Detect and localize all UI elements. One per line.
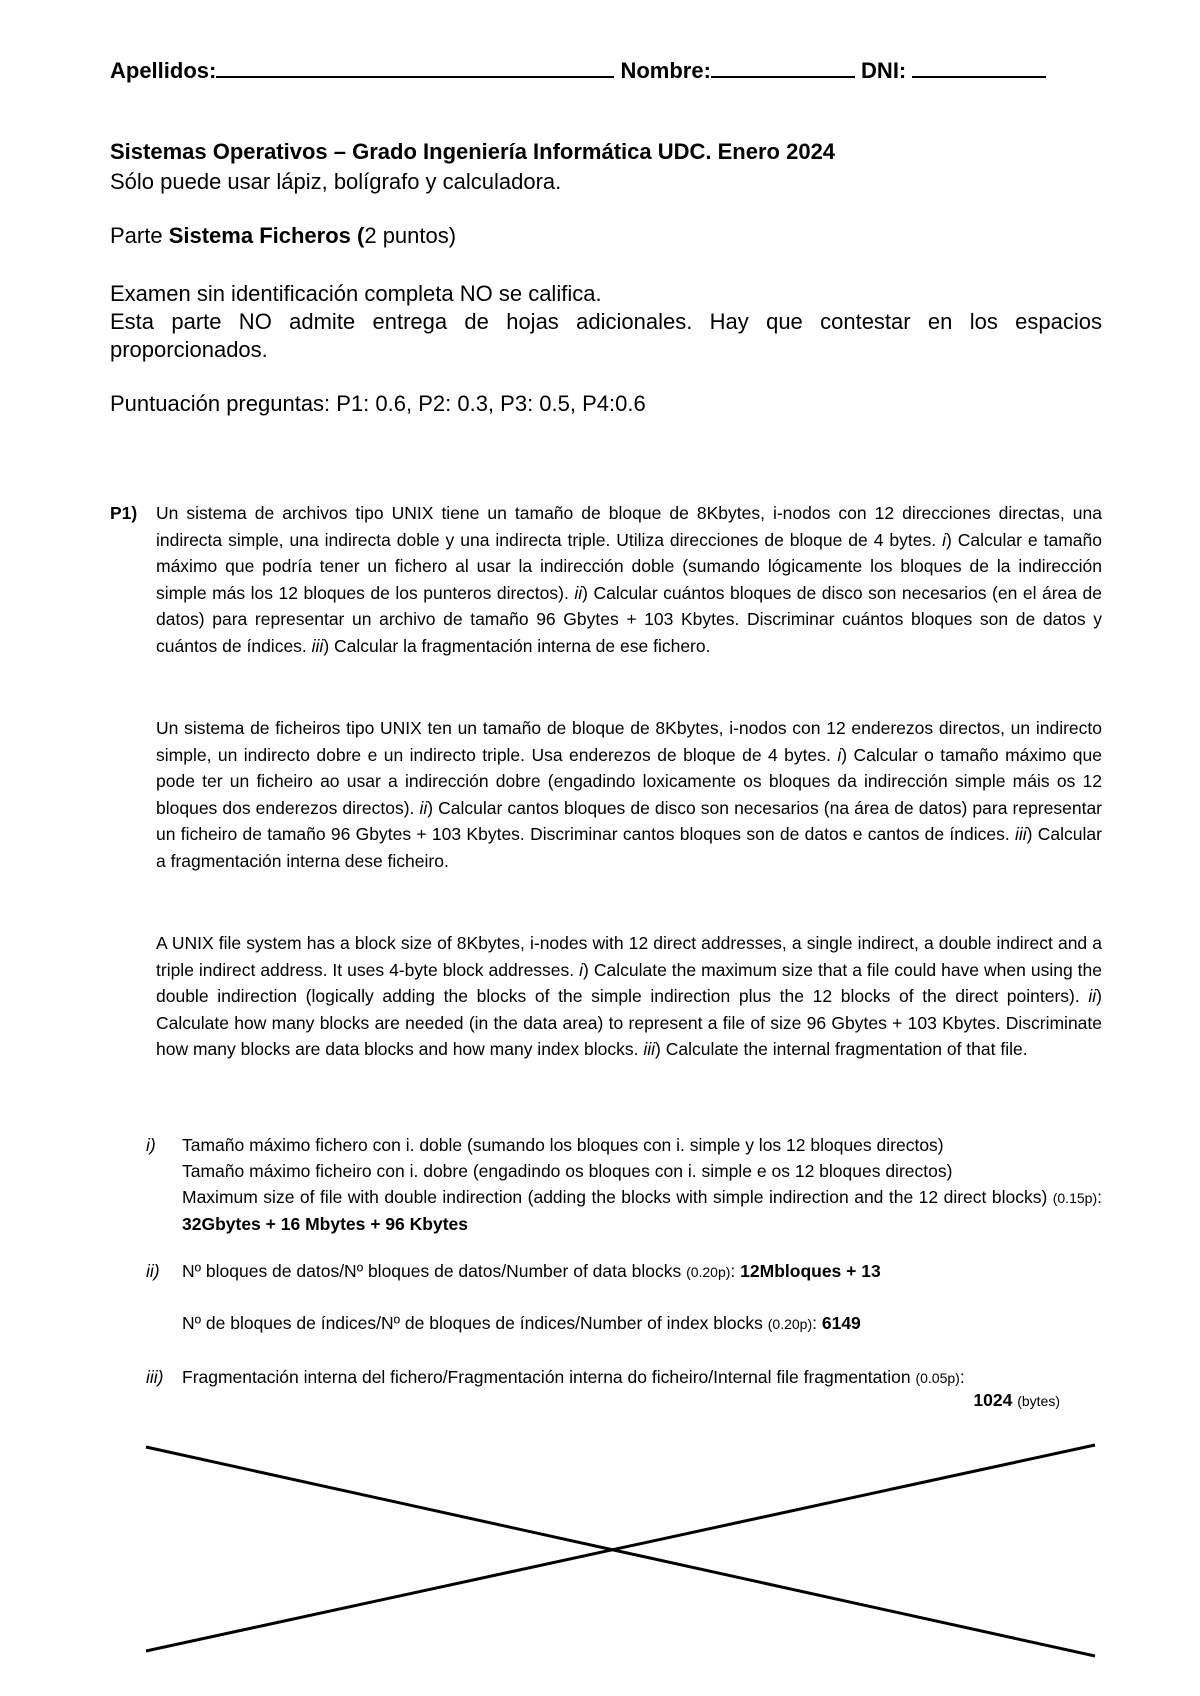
question-label: P1) (110, 503, 138, 523)
answer-ii-index-text: Nº de bloques de índices/Nº de bloques de índices/Number of index blocks (182, 1313, 768, 1333)
q-gl-roman-i: i (837, 744, 842, 765)
apellidos-label: Apellidos: (110, 58, 217, 83)
nombre-label: Nombre: (620, 58, 711, 83)
answer-i-line-es: Tamaño máximo fichero con i. doble (sumando los bloques con i. simple y los 12 bloques directos) (182, 1135, 944, 1155)
answer-i-colon: : (1097, 1187, 1102, 1207)
part-name: Sistema Ficheros ( (168, 223, 365, 248)
q-gl-part3: ) Calcular cantos bloques de disco son necesarios (na área de datos) para representar un ficheiro de tamaño 96 Gbytes + 103 Kbytes. Discriminar cantos bloques son de datos e cantos de índices. (156, 797, 1103, 844)
exam-subtitle: Sólo puede usar lápiz, bolígrafo y calculadora. (110, 169, 562, 194)
q-gl-part4: ) Calcular a fragmentación interna dese ficheiro. (156, 824, 1102, 871)
q-en-part3: ) Calculate how many blocks are needed (in the data area) to represent a file of size 96 Gbytes + 103 Kbytes. Discriminate how many blocks are data blocks and how many index blocks. (156, 986, 1102, 1059)
answer-ii-index-points: (0.20p) (767, 1316, 813, 1332)
q-en-roman-iii: iii (643, 1039, 656, 1059)
answer-ii-label: ii) (146, 1261, 160, 1281)
cross-line-down (146, 1447, 1095, 1656)
answer-ii-index-colon: : (812, 1313, 822, 1333)
q-es-part2: ) Calcular e tamaño máximo que podría tener un fichero al usar la indirección doble (sumando lógicamente los bloques de la indirección simple más los 12 bloques de los punteros directos). (156, 529, 1102, 603)
q-en-part1: A UNIX file system has a block size of 8Kbytes, i-nodes with 12 direct addresses, a single indirect, a double indirect and a triple indirect address. It uses 4-byte block addresses. (156, 933, 1102, 980)
answer-i-line-gl: Tamaño máximo ficheiro con i. dobre (engadindo os bloques con i. simple e os 12 bloques directos) (182, 1161, 953, 1181)
q-es-part4: ) Calcular la fragmentación interna de ese fichero. (323, 635, 711, 656)
q-gl-part2: ) Calcular o tamaño máximo que pode ter un ficheiro ao usar a indirección dobre (engadindo loxicamente os bloques da indirección simple máis os 12 bloques dos enderezos directos). (156, 744, 1102, 818)
q-es-part1: Un sistema de archivos tipo UNIX tiene un tamaño de bloque de 8Kbytes, i-nodos con 12 direcciones directas, una indirecta simple, una indirecta doble y una indirecta triple. Utiliza direcciones de bloque de 4 bytes. (156, 503, 1102, 550)
q-gl-roman-ii: ii (419, 797, 428, 818)
exam-title: Sistemas Operativos – Grado Ingeniería Informática UDC. Enero 2024 (110, 139, 836, 164)
answer-i-line-en: Maximum size of file with double indirection (adding the blocks with simple indirection and the 12 direct blocks) (182, 1187, 1053, 1207)
question-scores: Puntuación preguntas: P1: 0.6, P2: 0.3, P3: 0.5, P4:0.6 (110, 391, 646, 416)
q-en-part4: ) Calculate the internal fragmentation of that file. (655, 1039, 1028, 1059)
answer-ii-data-colon: : (730, 1261, 741, 1281)
answer-iii-colon: : (959, 1367, 965, 1387)
part-points: 2 puntos) (364, 223, 457, 248)
answer-iii-label: iii) (146, 1367, 164, 1387)
q-es-roman-iii: iii (311, 635, 324, 656)
answer-iii-text: Fragmentación interna del fichero/Fragmentación interna do ficheiro/Internal file fragmentation (182, 1367, 916, 1387)
notice-identification: Examen sin identificación completa NO se califica. (110, 281, 602, 306)
notice-sheets: Esta parte NO admite entrega de hojas adicionales. Hay que contestar en los espacios proporcionados. (110, 309, 1102, 362)
q-es-roman-i: i (942, 529, 946, 550)
answer-iii-unit: (bytes) (1017, 1393, 1060, 1409)
answer-i-label: i) (146, 1135, 156, 1155)
answer-ii-data-value: 12Mbloques + 13 (740, 1261, 881, 1281)
cross-line-up (146, 1445, 1095, 1651)
q-gl-part1: Un sistema de ficheiros tipo UNIX ten un tamaño de bloque de 8Kbytes, i-nodos con 12 enderezos directos, un indirecto simple, un indirecto dobre e un indirecto triple. Usa enderezos de bloque de 4 bytes. (156, 718, 1102, 765)
dni-label: DNI: (861, 58, 907, 83)
q-es-roman-ii: ii (574, 582, 583, 603)
q-en-roman-i: i (579, 959, 584, 980)
q-en-roman-ii: ii (1088, 986, 1097, 1006)
answer-i-value: 32Gbytes + 16 Mbytes + 96 Kbytes (182, 1214, 468, 1234)
q-en-part2: ) Calculate the maximum size that a file could have when using the double indirection (logically adding the blocks of the simple indirection plus the 12 blocks of the direct pointers). (156, 959, 1102, 1006)
answer-ii-data-text: Nº bloques de datos/Nº bloques de datos/Number of data blocks (182, 1261, 687, 1281)
answer-iii-value: 1024 (973, 1390, 1013, 1410)
answer-i-points: (0.15p) (1052, 1190, 1098, 1206)
q-es-part3: ) Calcular cuántos bloques de disco son necesarios (en el área de datos) para representar un archivo de tamaño 96 Gbytes + 103 Kbytes. Discriminar cuántos bloques son de datos y cuántos de índices. (156, 582, 1102, 656)
answer-ii-index-value: 6149 (821, 1313, 861, 1333)
answer-ii-data-points: (0.20p) (686, 1264, 731, 1280)
part-prefix: Parte (110, 223, 169, 248)
q-gl-roman-iii: iii (1015, 824, 1027, 844)
answer-iii-points: (0.05p) (915, 1370, 960, 1386)
